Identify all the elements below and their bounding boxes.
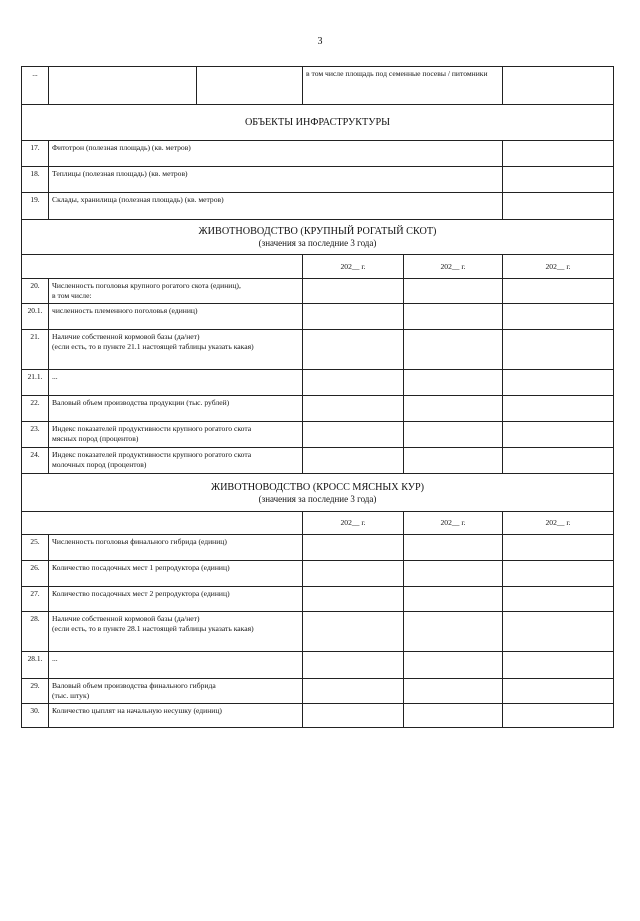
- table-row: [22, 141, 614, 167]
- table-row: [22, 652, 614, 679]
- value-cell[interactable]: [303, 448, 404, 474]
- years-header-row: [22, 255, 614, 279]
- value-cell[interactable]: [503, 370, 614, 396]
- row-label: Фитотрон (полезная площадь) (кв. метров): [49, 141, 503, 167]
- section-title-text: ЖИВОТНОВОДСТВО (КРУПНЫЙ РОГАТЫЙ СКОТ): [198, 226, 437, 237]
- value-cell[interactable]: [503, 612, 614, 652]
- empty-cell[interactable]: [197, 67, 303, 105]
- value-cell[interactable]: [303, 396, 404, 422]
- value-cell[interactable]: [503, 304, 614, 330]
- row-number: 19.: [22, 193, 49, 220]
- row-number: 22.: [22, 396, 49, 422]
- table-row: [22, 396, 614, 422]
- value-cell[interactable]: [303, 704, 404, 728]
- value-cell[interactable]: [503, 652, 614, 679]
- row-label: Численность поголовья финального гибрида (единиц): [49, 535, 303, 561]
- value-cell[interactable]: [303, 612, 404, 652]
- value-cell[interactable]: [404, 304, 503, 330]
- section-title: [22, 220, 614, 255]
- section-subtitle: (значения за последние 3 года): [258, 493, 377, 504]
- empty-cell[interactable]: [49, 67, 197, 105]
- value-cell[interactable]: [303, 535, 404, 561]
- value-cell[interactable]: [503, 193, 614, 220]
- section-header-poultry: [22, 474, 614, 512]
- row-number: 17.: [22, 141, 49, 167]
- value-cell[interactable]: [404, 679, 503, 704]
- value-cell[interactable]: [303, 330, 404, 370]
- row-label-line: мясных пород (процентов): [52, 434, 139, 443]
- row-label-line: Наличие собственной кормовой базы (да/нет): [52, 332, 200, 341]
- table-row: [22, 422, 614, 448]
- row-label: в том числе площадь под семенные посевы / питомники: [303, 67, 503, 105]
- row-label: Валовый объем производства продукции (тыс. рублей): [49, 396, 303, 422]
- row-label-line: молочных пород (процентов): [52, 460, 147, 469]
- value-cell[interactable]: [503, 141, 614, 167]
- row-label: [49, 612, 303, 652]
- value-cell[interactable]: [404, 370, 503, 396]
- value-cell[interactable]: [404, 587, 503, 612]
- row-label: Теплицы (полезная площадь) (кв. метров): [49, 167, 503, 193]
- row-number: 24.: [22, 448, 49, 474]
- row-label: [49, 279, 303, 304]
- row-number: 18.: [22, 167, 49, 193]
- value-cell[interactable]: [503, 67, 614, 105]
- value-cell[interactable]: [303, 304, 404, 330]
- value-cell[interactable]: [503, 422, 614, 448]
- value-cell[interactable]: [404, 422, 503, 448]
- row-label: [49, 330, 303, 370]
- value-cell[interactable]: [404, 535, 503, 561]
- value-cell[interactable]: [303, 587, 404, 612]
- value-cell[interactable]: [503, 448, 614, 474]
- section-header-cattle: [22, 220, 614, 255]
- value-cell[interactable]: [404, 330, 503, 370]
- value-cell[interactable]: [503, 279, 614, 304]
- value-cell[interactable]: [303, 652, 404, 679]
- row-number: ...: [22, 67, 49, 105]
- table-row: [22, 330, 614, 370]
- row-label: численность племенного поголовья (единиц): [49, 304, 303, 330]
- row-number: 27.: [22, 587, 49, 612]
- row-number: 28.1.: [22, 652, 49, 679]
- empty-cell: [22, 512, 303, 535]
- table-row: [22, 304, 614, 330]
- row-number: 20.1.: [22, 304, 49, 330]
- row-label: [49, 422, 303, 448]
- row-label-line: (если есть, то в пункте 28.1 настоящей таблицы указать какая): [52, 624, 254, 633]
- row-label: ...: [49, 652, 303, 679]
- row-number: 29.: [22, 679, 49, 704]
- form-table: [21, 66, 614, 728]
- section-title: [22, 474, 614, 512]
- table-row: [22, 67, 614, 105]
- row-label: [49, 448, 303, 474]
- table-row: [22, 535, 614, 561]
- value-cell[interactable]: [404, 279, 503, 304]
- section-title-text: ЖИВОТНОВОДСТВО (КРОСС МЯСНЫХ КУР): [210, 481, 425, 493]
- table-row: [22, 448, 614, 474]
- value-cell[interactable]: [503, 679, 614, 704]
- table-row: [22, 167, 614, 193]
- row-label-line: Индекс показателей продуктивности крупного рогатого скота: [52, 450, 252, 459]
- year-label: 202__ г.: [404, 255, 503, 279]
- table-row: [22, 704, 614, 728]
- year-label: 202__ г.: [303, 255, 404, 279]
- row-number: 28.: [22, 612, 49, 652]
- row-label-line: Индекс показателей продуктивности крупного рогатого скота: [52, 424, 252, 433]
- value-cell[interactable]: [404, 704, 503, 728]
- table-row: [22, 279, 614, 304]
- value-cell[interactable]: [404, 561, 503, 587]
- value-cell[interactable]: [303, 370, 404, 396]
- value-cell[interactable]: [303, 561, 404, 587]
- table-row: [22, 370, 614, 396]
- row-label-line: Численность поголовья крупного рогатого скота (единиц),: [52, 281, 241, 290]
- section-header-infrastructure: [22, 105, 614, 141]
- row-label: Количество посадочных мест 1 репродуктора (единиц): [49, 561, 303, 587]
- value-cell[interactable]: [503, 535, 614, 561]
- row-number: 30.: [22, 704, 49, 728]
- table-row: [22, 679, 614, 704]
- year-label: 202__ г.: [404, 512, 503, 535]
- row-label: Склады, хранилища (полезная площадь) (кв. метров): [49, 193, 503, 220]
- row-number: 23.: [22, 422, 49, 448]
- year-label: 202__ г.: [503, 255, 614, 279]
- row-label-line: (если есть, то в пункте 21.1 настоящей таблицы указать какая): [52, 342, 254, 351]
- value-cell[interactable]: [404, 612, 503, 652]
- section-title: ОБЪЕКТЫ ИНФРАСТРУКТУРЫ: [22, 105, 614, 141]
- row-label-line: Наличие собственной кормовой базы (да/нет): [52, 614, 200, 623]
- value-cell[interactable]: [404, 396, 503, 422]
- row-label: Количество цыплят на начальную несушку (единиц): [49, 704, 303, 728]
- value-cell[interactable]: [303, 679, 404, 704]
- page-number: 3: [317, 36, 323, 47]
- table-row: [22, 587, 614, 612]
- row-number: 21.: [22, 330, 49, 370]
- value-cell[interactable]: [303, 422, 404, 448]
- value-cell[interactable]: [404, 448, 503, 474]
- value-cell[interactable]: [503, 330, 614, 370]
- row-label: Количество посадочных мест 2 репродуктора (единиц): [49, 587, 303, 612]
- value-cell[interactable]: [303, 279, 404, 304]
- value-cell[interactable]: [503, 704, 614, 728]
- value-cell[interactable]: [503, 561, 614, 587]
- row-number: 25.: [22, 535, 49, 561]
- table-row: [22, 561, 614, 587]
- table-row: [22, 193, 614, 220]
- value-cell[interactable]: [503, 167, 614, 193]
- row-label-line: (тыс. штук): [52, 691, 90, 700]
- row-label: [49, 679, 303, 704]
- row-label-line: Валовый объем производства финального гибрида: [52, 681, 216, 690]
- row-number: 21.1.: [22, 370, 49, 396]
- row-label-line: в том числе:: [52, 291, 92, 300]
- value-cell[interactable]: [404, 652, 503, 679]
- section-subtitle: (значения за последние 3 года): [258, 238, 377, 248]
- year-label: 202__ г.: [303, 512, 404, 535]
- year-label: 202__ г.: [503, 512, 614, 535]
- table-row: [22, 612, 614, 652]
- row-label: ...: [49, 370, 303, 396]
- row-number: 26.: [22, 561, 49, 587]
- years-header-row: [22, 512, 614, 535]
- value-cell[interactable]: [503, 396, 614, 422]
- empty-cell: [22, 255, 303, 279]
- value-cell[interactable]: [503, 587, 614, 612]
- row-number: 20.: [22, 279, 49, 304]
